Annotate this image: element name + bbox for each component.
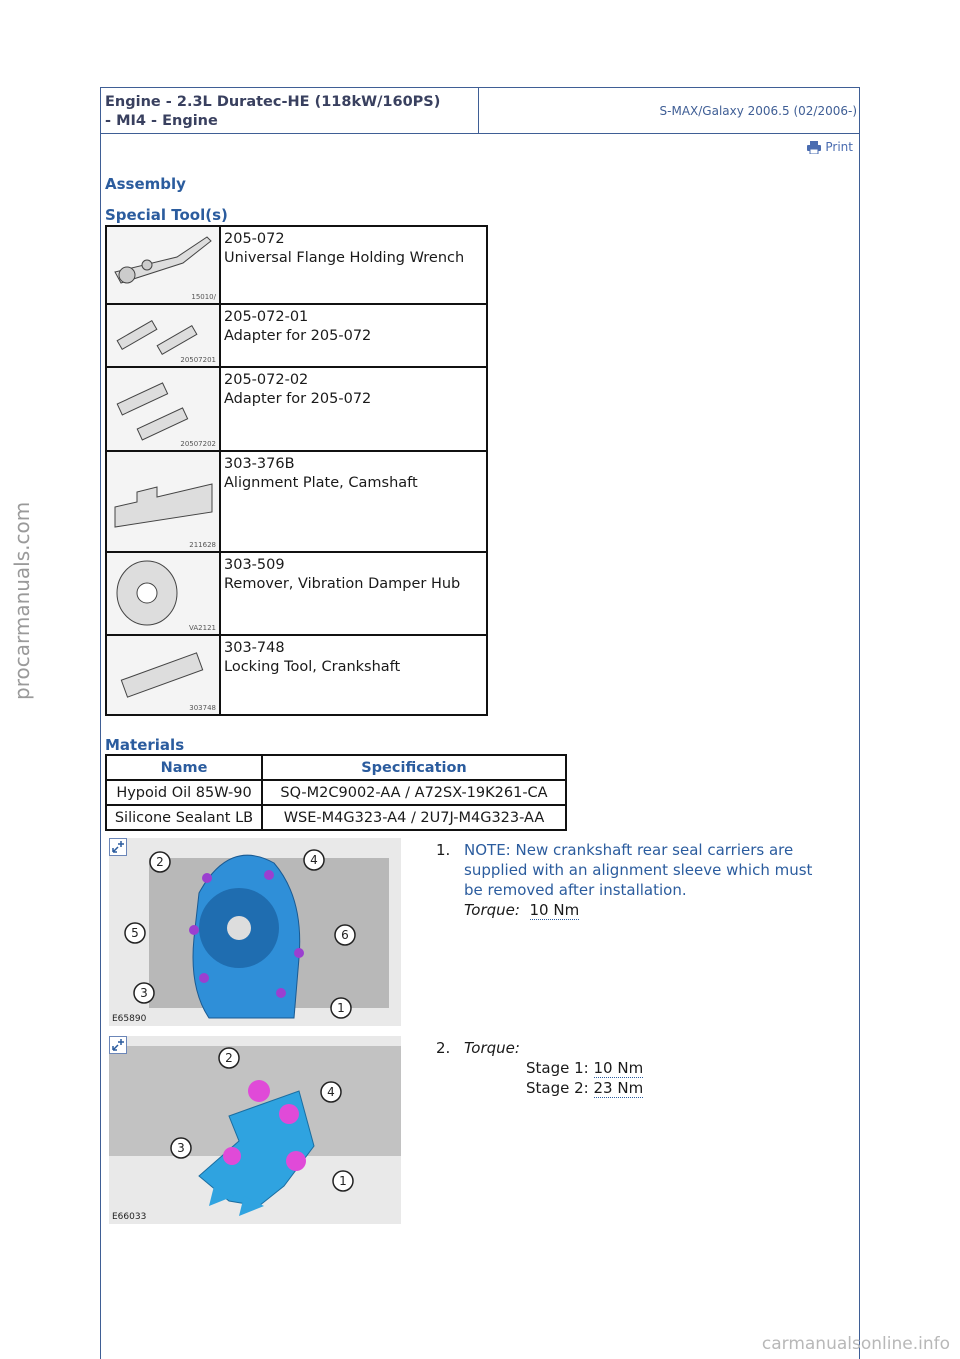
tool-name: Remover, Vibration Damper Hub (224, 576, 461, 592)
tool-code: 303-376B (224, 456, 295, 472)
column-header: Specification (262, 755, 566, 780)
torque-label: Torque: (464, 901, 520, 919)
table-cell: Hypoid Oil 85W-90 (106, 780, 262, 805)
callout-label: 3 (140, 986, 148, 1000)
torque-label: Torque: (464, 1039, 520, 1057)
table-cell: Silicone Sealant LB (106, 805, 262, 830)
printer-icon (807, 141, 821, 154)
torque-value: 10 Nm (529, 901, 580, 919)
tool-image-number: 20507202 (180, 440, 216, 448)
tool-code: 205-072 (224, 231, 285, 247)
zoom-icon[interactable] (109, 838, 127, 856)
tool-image (107, 636, 219, 714)
tool-image-number: VA2121 (189, 624, 216, 632)
stage-2-label: Stage 2: (526, 1079, 589, 1097)
callout-label: 1 (337, 1001, 345, 1015)
callout-label: 2 (156, 855, 164, 869)
tool-row (106, 552, 487, 635)
table-header-row (106, 755, 566, 780)
step-note: NOTE: New crankshaft rear seal carriers are supplied with an alignment sleeve which must be removed after installation. (464, 841, 813, 899)
title-line-1: Engine - 2.3L Duratec-HE (118kW/160PS) (105, 94, 441, 110)
tool-row (106, 304, 487, 367)
special-tools-title: Special Tool(s) (105, 206, 228, 224)
print-label: Print (825, 140, 853, 154)
tool-image (107, 452, 219, 551)
callout-label: 5 (131, 926, 139, 940)
step-2-image (109, 1036, 401, 1224)
tool-row (106, 635, 487, 715)
stage-2-value: 23 Nm (593, 1079, 644, 1097)
header (101, 88, 859, 134)
tool-name: Universal Flange Holding Wrench (224, 250, 465, 266)
stage-1-value: 10 Nm (593, 1059, 644, 1077)
table-cell: SQ-M2C9002-AA / A72SX-19K261-CA (262, 780, 566, 805)
callout-label: 4 (310, 853, 318, 867)
table-cell: WSE-M4G323-A4 / 2U7J-M4G323-AA (262, 805, 566, 830)
watermark-bottom: carmanualsonline.info (761, 1334, 950, 1354)
section-title: Assembly (105, 175, 186, 193)
callout-label: 2 (225, 1051, 233, 1065)
step-1-image (109, 838, 401, 1026)
tool-image (107, 227, 219, 303)
callout-label: 3 (177, 1141, 185, 1155)
special-tools-table (105, 225, 488, 716)
callout-label: 6 (341, 928, 349, 942)
step-1 (436, 840, 836, 940)
zoom-icon[interactable] (109, 1036, 127, 1054)
tool-row (106, 451, 487, 552)
tool-row (106, 226, 487, 304)
page-title (101, 88, 479, 133)
tool-code: 205-072-02 (224, 372, 309, 388)
figure-number: E66033 (112, 1212, 147, 1222)
callout-label: 1 (339, 1174, 347, 1188)
tool-image-number: 211628 (189, 541, 216, 549)
tool-code: 303-748 (224, 640, 285, 656)
watermark-left: procarmanuals.com (10, 501, 34, 700)
callout-label: 4 (327, 1085, 335, 1099)
table-row (106, 780, 566, 805)
vehicle-label: S-MAX/Galaxy 2006.5 (02/2006-) (659, 104, 857, 118)
page-frame (100, 87, 860, 1359)
tool-image (107, 305, 219, 366)
tool-image (107, 553, 219, 634)
tool-name: Adapter for 205-072 (224, 391, 372, 407)
materials-table (105, 754, 567, 831)
tool-name: Alignment Plate, Camshaft (224, 475, 418, 491)
tool-image-number: 20507201 (180, 356, 216, 364)
materials-title: Materials (105, 736, 185, 754)
step-number: 1. (436, 841, 451, 859)
tool-code: 205-072-01 (224, 309, 309, 325)
step-2 (436, 1038, 836, 1108)
tool-image-number: 15010/ (191, 293, 216, 301)
column-header: Name (106, 755, 262, 780)
stage-1-label: Stage 1: (526, 1059, 589, 1077)
tool-image (107, 368, 219, 450)
tool-name: Adapter for 205-072 (224, 328, 372, 344)
step-number: 2. (436, 1039, 451, 1057)
tool-row (106, 367, 487, 451)
figure-number: E65890 (112, 1014, 147, 1024)
title-line-2: - MI4 - Engine (105, 113, 218, 129)
tool-code: 303-509 (224, 557, 285, 573)
table-row (106, 805, 566, 830)
tool-name: Locking Tool, Crankshaft (224, 659, 401, 675)
print-button[interactable] (807, 140, 853, 154)
tool-image-number: 303748 (189, 704, 216, 712)
